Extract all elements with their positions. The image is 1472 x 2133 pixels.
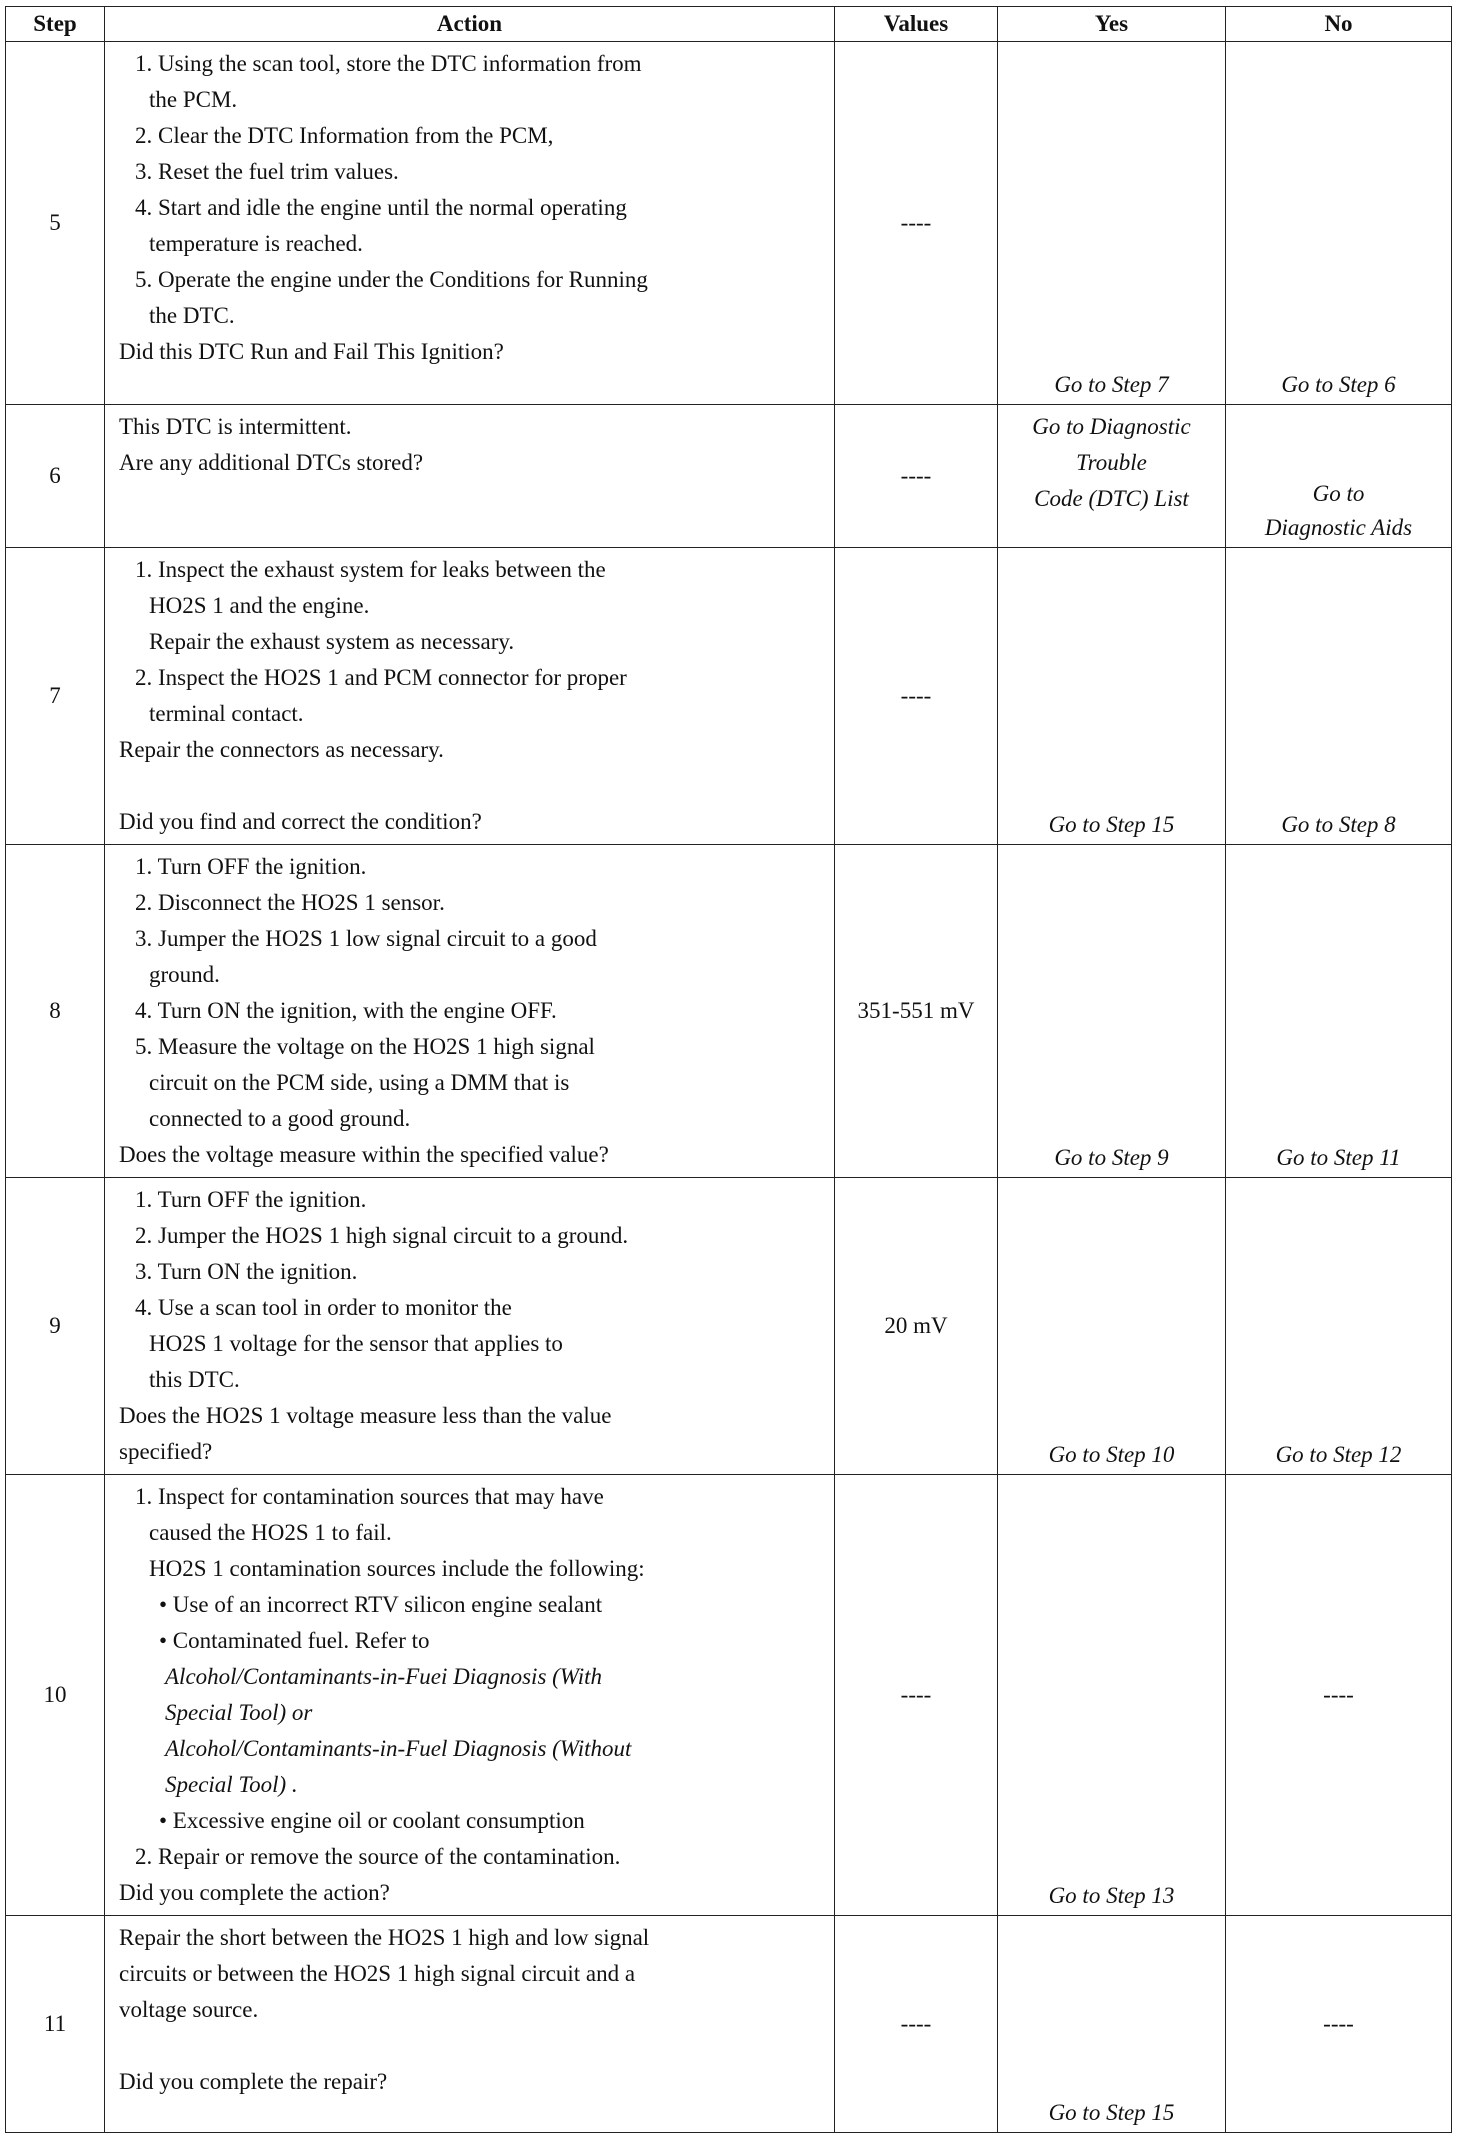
no-link[interactable]: Go to Step 12 [1275,1442,1402,1467]
values-cell: ---- [835,548,998,845]
action-line: 2. Repair or remove the source of the contamination. [135,1844,621,1869]
action-line: 4. Turn ON the ignition, with the engine OFF. [135,998,557,1023]
action-line: voltage source. [119,1997,259,2022]
action-line: caused the HO2S 1 to fail. [149,1520,392,1545]
action-line: 1. Turn OFF the ignition. [135,1187,367,1212]
no-cell [1226,1475,1452,1916]
action-line: 3. Jumper the HO2S 1 low signal circuit to a good [135,926,597,951]
no-cell [1226,1916,1452,2133]
action-line: terminal contact. [149,701,304,726]
no-cell [1226,845,1452,1178]
values-cell: ---- [835,405,998,548]
action-line: 2. Disconnect the HO2S 1 sensor. [135,890,445,915]
action-line: Are any additional DTCs stored? [119,450,424,475]
action-line [119,768,834,804]
action-line: specified? [119,1439,213,1464]
header-action: Action [105,7,835,42]
no-link-line[interactable]: Go to [1312,481,1365,506]
action-line: 5. Operate the engine under the Conditions for Running [135,267,648,292]
action-line: 4. Use a scan tool in order to monitor the [135,1295,512,1320]
action-line: Does the voltage measure within the specified value? [119,1142,609,1167]
no-link[interactable]: Go to Step 8 [1281,812,1396,837]
action-line: 3. Reset the fuel trim values. [135,159,399,184]
action-cell [105,405,835,548]
no-cell [1226,1178,1452,1475]
action-line: temperature is reached. [149,231,363,256]
yes-link-line[interactable]: Trouble [1076,450,1147,475]
action-line: this DTC. [149,1367,240,1392]
table-row [6,1475,1452,1916]
action-line: Did this DTC Run and Fail This Ignition? [119,339,504,364]
action-cell [105,548,835,845]
action-line: Repair the exhaust system as necessary. [149,629,515,654]
action-line: Special Tool) . [165,1772,298,1797]
yes-cell [998,1475,1226,1916]
yes-link[interactable]: Go to Step 13 [1048,1883,1175,1908]
action-line: 1. Using the scan tool, store the DTC information from [135,51,642,76]
action-line: ground. [149,962,220,987]
yes-cell [998,1178,1226,1475]
no-empty-marker: ---- [1323,1682,1354,1707]
action-line: • Use of an incorrect RTV silicon engine sealant [159,1592,603,1617]
values-cell: ---- [835,1916,998,2133]
action-line: the PCM. [149,87,238,112]
action-cell [105,1475,835,1916]
action-cell [105,845,835,1178]
header-step: Step [6,7,105,42]
action-line: This DTC is intermittent. [119,414,352,439]
yes-cell [998,845,1226,1178]
values-cell: 20 mV [835,1178,998,1475]
action-line: Repair the short between the HO2S 1 high and low signal [119,1925,650,1950]
yes-cell [998,42,1226,405]
step-number: 6 [6,405,105,548]
action-line: 5. Measure the voltage on the HO2S 1 high signal [135,1034,595,1059]
action-cell [105,42,835,405]
header-values: Values [835,7,998,42]
no-cell [1226,548,1452,845]
action-line: Alcohol/Contaminants-in-Fuel Diagnosis (Without [165,1736,632,1761]
action-line: 1. Inspect the exhaust system for leaks between the [135,557,606,582]
action-line: connected to a good ground. [149,1106,411,1131]
no-link-line[interactable]: Diagnostic Aids [1264,515,1413,540]
diagnostic-table [5,6,1452,2133]
values-cell: 351-551 mV [835,845,998,1178]
action-line: 2. Inspect the HO2S 1 and PCM connector for proper [135,665,627,690]
action-line: • Excessive engine oil or coolant consumption [159,1808,585,1833]
yes-cell [998,405,1226,548]
table-row [6,405,1452,548]
header-no: No [1226,7,1452,42]
action-line: 1. Inspect for contamination sources that may have [135,1484,604,1509]
action-line: 4. Start and idle the engine until the normal operating [135,195,627,220]
header-row [6,7,1452,42]
action-line: circuit on the PCM side, using a DMM that is [149,1070,570,1095]
action-line: 2. Clear the DTC Information from the PCM, [135,123,554,148]
yes-cell [998,548,1226,845]
action-line: Special Tool) or [165,1700,313,1725]
step-number: 9 [6,1178,105,1475]
action-line: 1. Turn OFF the ignition. [135,854,367,879]
action-cell [105,1916,835,2133]
table-row [6,1178,1452,1475]
action-line: 2. Jumper the HO2S 1 high signal circuit to a ground. [135,1223,629,1248]
table-row [6,845,1452,1178]
yes-link[interactable]: Go to Step 10 [1048,1442,1175,1467]
values-cell: ---- [835,42,998,405]
action-line: • Contaminated fuel. Refer to [159,1628,430,1653]
no-cell [1226,405,1452,548]
step-number: 8 [6,845,105,1178]
step-number: 11 [6,1916,105,2133]
action-line: Alcohol/Contaminants-in-Fuei Diagnosis (With [165,1664,602,1689]
header-yes: Yes [998,7,1226,42]
no-link[interactable]: Go to Step 11 [1276,1145,1401,1170]
table-row [6,42,1452,405]
action-line: HO2S 1 voltage for the sensor that applies to [149,1331,563,1356]
action-line: the DTC. [149,303,235,328]
action-line: Did you complete the repair? [119,2069,388,2094]
action-line: Did you complete the action? [119,1880,390,1905]
table-row [6,548,1452,845]
yes-link-line[interactable]: Code (DTC) List [1034,486,1189,511]
action-line: Did you find and correct the condition? [119,809,482,834]
action-line: Repair the connectors as necessary. [119,737,444,762]
action-cell [105,1178,835,1475]
yes-link[interactable]: Go to Step 9 [1054,1145,1169,1170]
no-link[interactable]: Go to Step 6 [1281,372,1396,397]
table-row [6,1916,1452,2133]
yes-link[interactable]: Go to Step 7 [1054,372,1169,397]
step-number: 5 [6,42,105,405]
action-line [119,2028,834,2064]
action-line: HO2S 1 contamination sources include the following: [149,1556,645,1581]
action-line: circuits or between the HO2S 1 high signal circuit and a [119,1961,636,1986]
action-line: Does the HO2S 1 voltage measure less than the value [119,1403,612,1428]
no-cell [1226,42,1452,405]
yes-link-line[interactable]: Go to Diagnostic [1032,414,1191,439]
step-number: 7 [6,548,105,845]
yes-link[interactable]: Go to Step 15 [1048,812,1175,837]
step-number: 10 [6,1475,105,1916]
no-empty-marker: ---- [1323,2011,1354,2036]
values-cell: ---- [835,1475,998,1916]
action-line: HO2S 1 and the engine. [149,593,370,618]
yes-cell [998,1916,1226,2133]
action-line: 3. Turn ON the ignition. [135,1259,358,1284]
yes-link[interactable]: Go to Step 15 [1048,2100,1175,2125]
